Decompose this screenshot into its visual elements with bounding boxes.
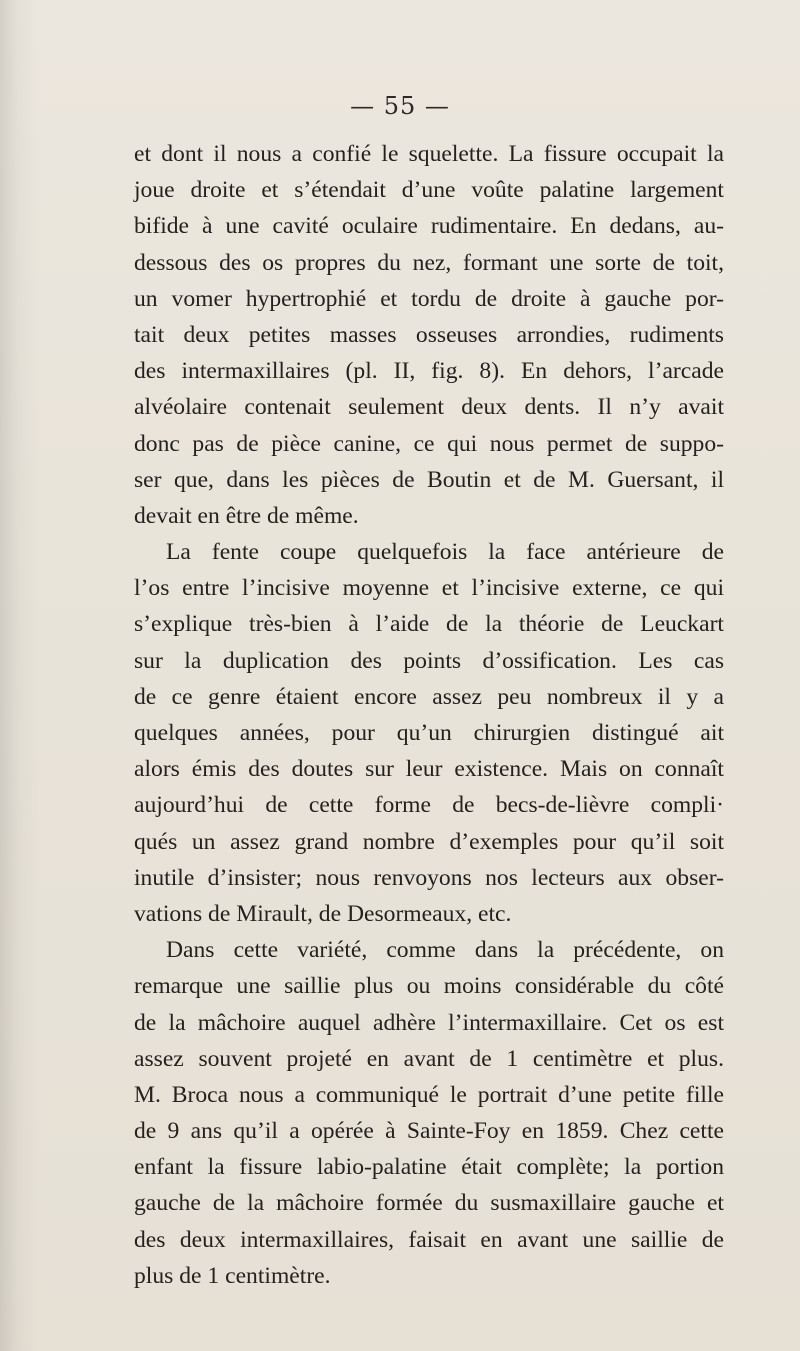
text-line: assez souvent projeté en avant de 1 centimètre et plus. — [134, 1045, 724, 1072]
text-line: aujourd’hui de cette forme de becs-de-lièvre compli· — [134, 792, 724, 819]
body-text — [134, 136, 724, 1294]
text-line: des deux intermaxillaires, faisait en avant une saillie de — [134, 1226, 724, 1253]
text-line: vations de Mirault, de Desormeaux, etc. — [134, 900, 512, 927]
text-line: devait en être de même. — [134, 502, 359, 529]
text-line: qués un assez grand nombre d’exemples pour qu’il soit — [134, 828, 724, 855]
text-line: de la mâchoire auquel adhère l’intermaxillaire. Cet os est — [134, 1009, 724, 1036]
text-line: quelques années, pour qu’un chirurgien distingué ait — [134, 720, 724, 746]
text-line: ser que, dans les pièces de Boutin et de M. Guersant, il — [134, 466, 724, 493]
text-line: de 9 ans qu’il a opérée à Sainte-Foy en 1859. Chez cette — [134, 1118, 724, 1145]
text-line: l’os entre l’incisive moyenne et l’incisive externe, ce qui — [134, 575, 724, 602]
text-line: Dans cette variété, comme dans la précédente, on — [166, 937, 724, 964]
text-line: plus de 1 centimètre. — [134, 1262, 331, 1289]
text-line: donc pas de pièce canine, ce qui nous permet de suppo- — [134, 430, 724, 457]
text-line: dessous des os propres du nez, formant une sorte de toit, — [134, 249, 724, 276]
text-line: remarque une saillie plus ou moins considérable du côté — [134, 973, 724, 1000]
text-line: gauche de la mâchoire formée du susmaxillaire gauche et — [134, 1190, 724, 1217]
text-line: de ce genre étaient encore assez peu nombreux il y a — [134, 683, 724, 710]
text-line: enfant la fissure labio-palatine était complète; la portion — [134, 1154, 724, 1181]
text-line: sur la duplication des points d’ossification. Les cas — [134, 647, 724, 674]
page-number: — 55 — — [350, 92, 450, 120]
text-line: La fente coupe quelquefois la face antérieure de — [166, 539, 724, 566]
text-line: un vomer hypertrophié et tordu de droite à gauche por- — [134, 285, 724, 312]
text-line: s’explique très-bien à l’aide de la théorie de Leuckart — [134, 611, 724, 638]
text-line: alors émis des doutes sur leur existence. Mais on connaît — [134, 756, 724, 783]
text-line: tait deux petites masses osseuses arrondies, rudiments — [134, 321, 724, 348]
text-line: M. Broca nous a communiqué le portrait d’une petite fille — [134, 1081, 724, 1108]
text-line: joue droite et s’étendait d’une voûte palatine largement — [134, 177, 724, 204]
text-line: alvéolaire contenait seulement deux dents. Il n’y avait — [134, 394, 724, 421]
text-line: bifide à une cavité oculaire rudimentaire. En dedans, au- — [134, 213, 724, 240]
text-line: et dont il nous a confié le squelette. La fissure occupait la — [134, 141, 724, 167]
text-line: des intermaxillaires (pl. II, fig. 8). En dehors, l’arcade — [134, 358, 724, 385]
text-line: inutile d’insister; nous renvoyons nos lecteurs aux obser- — [134, 864, 724, 891]
